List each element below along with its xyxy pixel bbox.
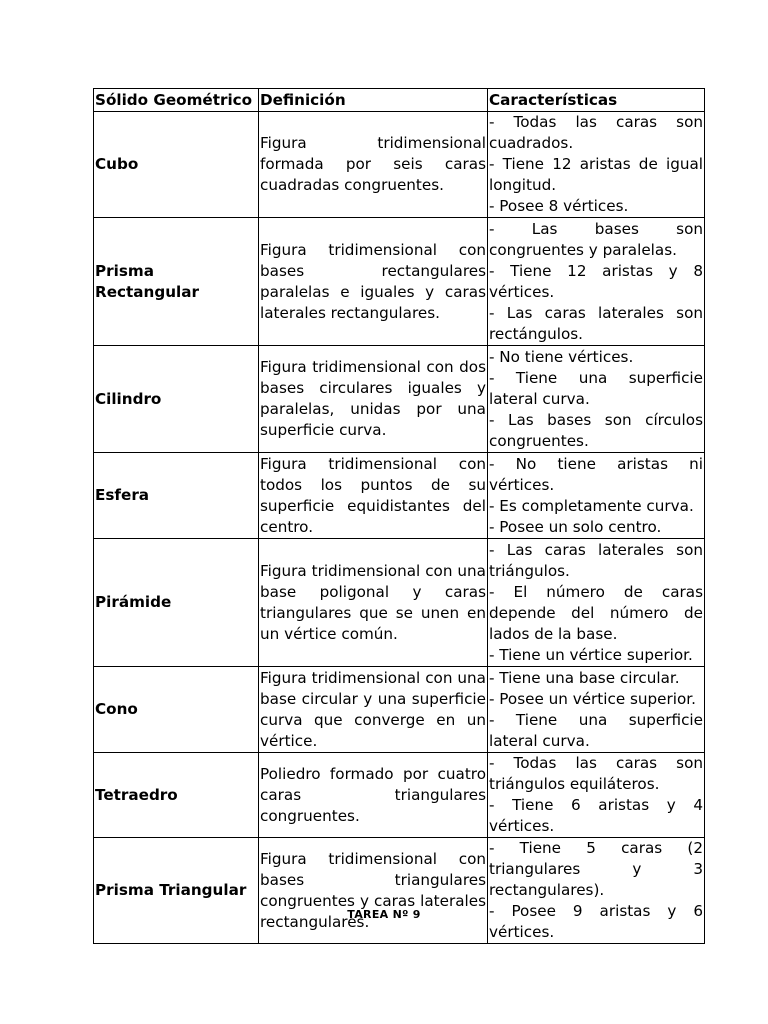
characteristic-item: - Tiene 12 aristas y 8 vértices. <box>489 261 703 301</box>
solid-name: Prisma Triangular <box>94 838 259 944</box>
characteristic-item: - Las caras laterales son rectángulos. <box>489 303 703 343</box>
characteristic-item: - No tiene vértices. <box>489 347 634 366</box>
solid-name: Esfera <box>94 453 259 539</box>
characteristic-item: - Tiene una superficie lateral curva. <box>489 368 703 408</box>
characteristic-item: - Tiene 5 caras (2 triangulares y 3 rectangulares). <box>489 839 703 899</box>
solid-characteristics <box>488 453 705 539</box>
solid-definition: Figura tridimensional formada por seis caras cuadradas congruentes. <box>259 112 488 218</box>
characteristic-item: - Todas las caras son cuadrados. <box>489 113 703 152</box>
characteristic-item: - Es completamente curva. <box>489 496 694 515</box>
geometric-solids-table <box>93 88 705 944</box>
page-footer-title: TAREA Nº 9 <box>347 908 421 921</box>
solid-definition: Figura tridimensional con dos bases circulares iguales y paralelas, unidas por una superficie curva. <box>259 346 488 453</box>
characteristic-item: - Posee 9 aristas y 6 vértices. <box>489 902 703 941</box>
solid-name: Cubo <box>94 112 259 218</box>
table-row <box>94 112 705 218</box>
solid-characteristics <box>488 838 705 944</box>
characteristic-item: - Las bases son círculos congruentes. <box>489 410 703 450</box>
table-header-row <box>94 89 705 112</box>
table-row <box>94 218 705 346</box>
solid-name: Cilindro <box>94 346 259 453</box>
characteristic-item: - Posee 8 vértices. <box>489 197 629 215</box>
table-row <box>94 539 705 667</box>
table-row <box>94 838 705 944</box>
solid-name: Prisma Rectangular <box>94 218 259 346</box>
solid-definition: Figura tridimensional con bases rectangulares paralelas e iguales y caras laterales rectangulares. <box>259 218 488 346</box>
solid-name: Pirámide <box>94 539 259 667</box>
characteristic-item: - Las bases son congruentes y paralelas. <box>489 219 703 259</box>
header-solid: Sólido Geométrico <box>94 89 259 112</box>
solid-definition: Figura tridimensional con una base poligonal y caras triangulares que se unen en un vértice común. <box>259 539 488 667</box>
characteristic-item: - Todas las caras son triángulos equiláteros. <box>489 754 703 793</box>
solid-name: Cono <box>94 667 259 753</box>
characteristic-item: - Tiene 12 aristas de igual longitud. <box>489 155 703 194</box>
solid-definition: Poliedro formado por cuatro caras triangulares congruentes. <box>259 753 488 838</box>
characteristic-item: - El número de caras depende del número de lados de la base. <box>489 582 703 643</box>
header-definition: Definición <box>259 89 488 112</box>
characteristic-item: - Tiene un vértice superior. <box>489 645 693 664</box>
table-row <box>94 753 705 838</box>
characteristic-item: - Tiene una superficie lateral curva. <box>489 710 703 750</box>
characteristic-item: - Tiene 6 aristas y 4 vértices. <box>489 796 703 835</box>
solid-definition: Figura tridimensional con bases triangulares congruentes y caras laterales rectangulares. <box>259 838 488 944</box>
header-characteristics: Características <box>488 89 705 112</box>
solid-characteristics <box>488 346 705 453</box>
solid-characteristics <box>488 112 705 218</box>
solid-definition: Figura tridimensional con una base circular y una superficie curva que converge en un vértice. <box>259 667 488 753</box>
table-row <box>94 667 705 753</box>
characteristic-item: - Tiene una base circular. <box>489 668 680 687</box>
characteristic-item: - Posee un solo centro. <box>489 517 662 536</box>
solid-definition: Figura tridimensional con todos los puntos de su superficie equidistantes del centro. <box>259 453 488 539</box>
table-row <box>94 453 705 539</box>
characteristic-item: - Las caras laterales son triángulos. <box>489 540 703 580</box>
characteristic-item: - No tiene aristas ni vértices. <box>489 454 703 494</box>
solid-characteristics <box>488 218 705 346</box>
characteristic-item: - Posee un vértice superior. <box>489 689 696 708</box>
solid-name: Tetraedro <box>94 753 259 838</box>
table-row <box>94 346 705 453</box>
solid-characteristics <box>488 667 705 753</box>
solid-characteristics <box>488 753 705 838</box>
solid-characteristics <box>488 539 705 667</box>
